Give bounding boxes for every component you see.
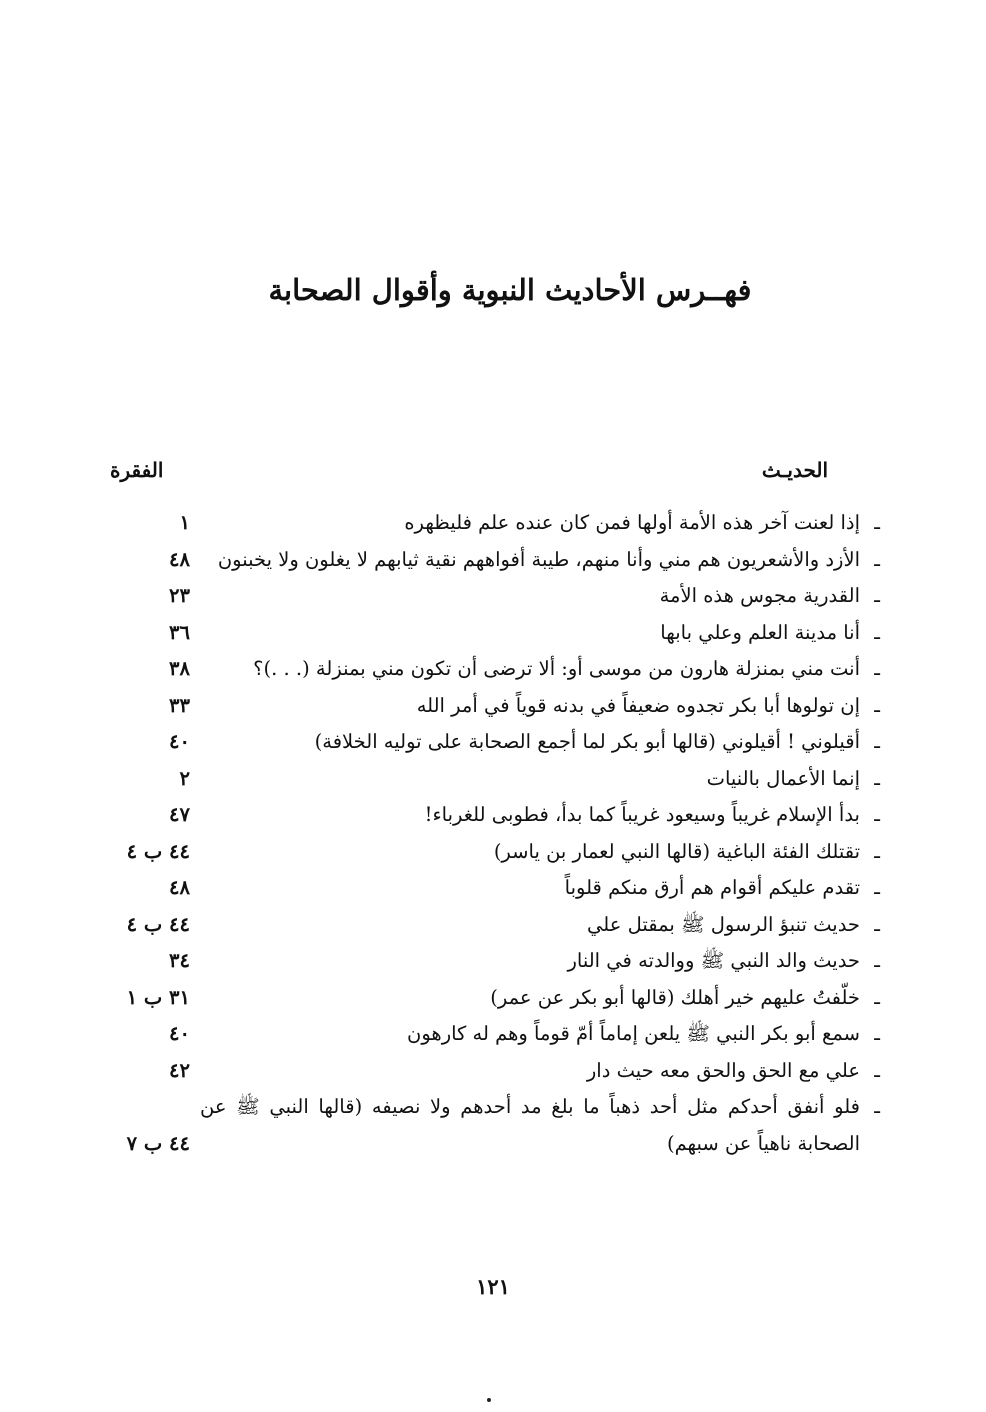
entry-text: ـ أقيلوني ! أقيلوني (قالها أبو بكر لما أجمع الصحابة على توليه الخلافة) — [200, 724, 880, 761]
entry-paragraph-ref: ٤٤ ب ٧ — [126, 1131, 190, 1155]
index-entry — [100, 1089, 880, 1162]
entry-text: ـ تقدم عليكم أقوام هم أرق منكم قلوباً — [200, 870, 880, 907]
index-entry — [100, 542, 880, 579]
index-entry — [100, 907, 880, 944]
index-entry — [100, 797, 880, 834]
index-entry — [100, 724, 880, 761]
entry-text: ـ سمع أبو بكر النبي ﷺ يلعن إماماً أمّ قوماً وهم له كارهون — [200, 1016, 880, 1053]
entry-text: ـ إنما الأعمال بالنيات — [200, 761, 880, 798]
index-entry — [100, 615, 880, 652]
entry-paragraph-ref: ٤٨ — [169, 876, 190, 899]
entry-paragraph-ref: ٤٨ — [169, 547, 190, 571]
entry-paragraph-ref: ٣٦ — [169, 620, 190, 644]
entry-text: ـ علي مع الحق والحق معه حيث دار — [200, 1053, 880, 1090]
entry-text: ـ حديث والد النبي ﷺ ووالدته في النار — [200, 943, 880, 980]
entry-text: ـ حديث تنبؤ الرسول ﷺ بمقتل علي — [200, 907, 880, 944]
index-entry — [100, 651, 880, 688]
entry-paragraph-ref: ٤٢ — [169, 1058, 190, 1082]
index-entry — [100, 980, 880, 1017]
entry-text: ـ القدرية مجوس هذه الأمة — [200, 578, 880, 615]
index-entry — [100, 505, 880, 542]
entry-text: ـ أنت مني بمنزلة هارون من موسى أو: ألا ترضى أن تكون مني بمنزلة (. . .)؟ — [200, 651, 880, 688]
entry-paragraph-ref: ٣٤ — [169, 949, 190, 972]
entry-text: ـ إذا لعنت آخر هذه الأمة أولها فمن كان عنده علم فليظهره — [200, 505, 880, 542]
entry-paragraph-ref: ٣٣ — [169, 693, 190, 717]
entry-paragraph-ref: ٣١ ب ١ — [126, 985, 190, 1009]
entry-paragraph-ref: ٤٠ — [169, 730, 190, 753]
index-entry — [100, 943, 880, 980]
hadith-column-header: الحديـث — [761, 458, 828, 482]
entry-text: ـ الأزد والأشعريون هم مني وأنا منهم، طيبة أفواههم نقية ثيابهم لا يغلون ولا يخبنون — [200, 542, 880, 579]
index-entry — [100, 761, 880, 798]
index-entry — [100, 1053, 880, 1090]
page-title: فهــرس الأحاديث النبوية وأقوال الصحابة — [268, 273, 752, 307]
entry-text: ـ إن تولوها أبا بكر تجدوه ضعيفاً في بدنه قوياً في أمر الله — [200, 688, 880, 725]
entry-text: ـ تقتلك الفئة الباغية (قالها النبي لعمار بن ياسر) — [200, 834, 880, 871]
hadith-index-list — [100, 505, 880, 1162]
page-speck — [487, 1398, 491, 1402]
index-entry — [100, 834, 880, 871]
entry-paragraph-ref: ٤٧ — [169, 803, 190, 826]
paragraph-column-header: الفقرة — [110, 458, 164, 482]
entry-text: ـ فلو أنفق أحدكم مثل أحد ذهباً ما بلغ مد أحدهم ولا نصيفه (قالها النبي ﷺ عن الصحابة ناهياً عن سبهم) — [200, 1089, 880, 1162]
entry-paragraph-ref: ١ — [179, 511, 190, 534]
page-number: ١٢١ — [476, 1274, 510, 1299]
index-entry — [100, 688, 880, 725]
index-entry — [100, 870, 880, 907]
entry-text: ـ بدأ الإسلام غريباً وسيعود غريباً كما بدأ، فطوبى للغرباء! — [200, 797, 880, 834]
entry-paragraph-ref: ٢ — [179, 766, 190, 790]
entry-text: ـ خلّفتُ عليهم خير أهلك (قالها أبو بكر عن عمر) — [200, 980, 880, 1017]
index-entry — [100, 1016, 880, 1053]
entry-paragraph-ref: ٣٨ — [169, 657, 190, 680]
entry-paragraph-ref: ٢٣ — [169, 584, 190, 607]
entry-paragraph-ref: ٤٤ ب ٤ — [126, 839, 190, 863]
entry-paragraph-ref: ٤٤ ب ٤ — [126, 912, 190, 936]
entry-text: ـ أنا مدينة العلم وعلي بابها — [200, 615, 880, 652]
entry-paragraph-ref: ٤٠ — [169, 1022, 190, 1045]
index-entry — [100, 578, 880, 615]
